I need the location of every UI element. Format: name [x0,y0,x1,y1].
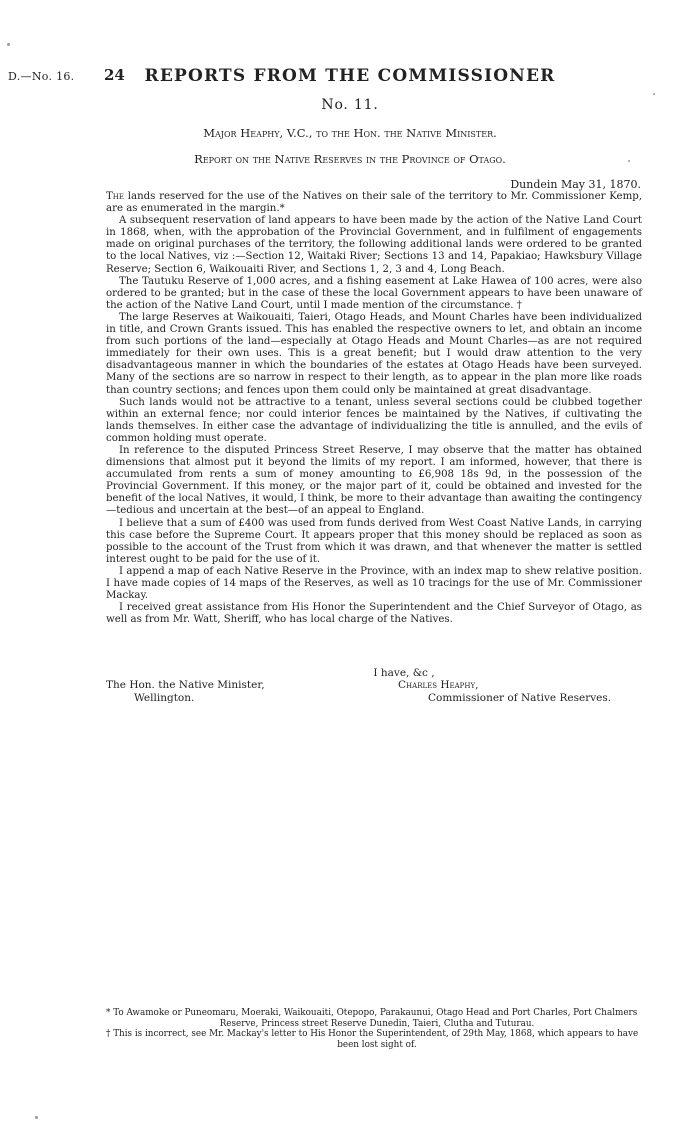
footnote: † This is incorrect, see Mr. Mackay's letter to His Honor the Superintendent, of 29th May, 1868, which appears to have [106,1029,639,1040]
paragraph: In reference to the disputed Princess Street Reserve, I may observe that the matter has obtained dimensions that almost put it beyond the limits of my report. I am informed, however, that there is accumulated from rents a sum of money amounting to £6,908 18s 9d, in the possession of the Provincial Government. If this money, or the major part of it, could be obtained and invested for the benefit of the local Natives, it would, I think, be more to their advantage than awaiting the contingency—tedious and uncertain at the best—of an appeal to England. [106,444,642,517]
closing-salutation: I have, &c , [373,667,435,679]
letter-from-to: Major Heaphy, V.C., to the Hon. the Native Minister. [203,126,497,140]
paragraph: I received great assistance from His Honor the Superintendent and the Chief Surveyor of Otago, as well as from Mr. Watt, Sheriff, who has local charge of the Natives. [106,602,642,626]
signer-name: Charles Heaphy, [398,679,479,692]
margin-mark [7,43,10,46]
addressee-place: Wellington. [134,691,195,704]
paragraph: I append a map of each Native Reserve in the Province, with an index map to shew relative position. I have made copies of 14 maps of the Reserves, as well as 10 tracings for the use of Mr. Commissioner Mackay. [106,565,642,602]
document-reference: D.—No. 16. [8,70,75,83]
paragraph: The lands reserved for the use of the Natives on their sale of the territory to Mr. Commissioner Kemp, are as enumerated in the margin.* [106,191,642,215]
paragraph: The large Reserves at Waikouaiti, Taieri, Otago Heads, and Mount Charles have been individualized in title, and Crown Grants issued. This has enabled the respective owners to let, and obtain an income from such portions of the land—especially at Otago Heads and Mount Charles—as are not required immediately for their own uses. This is a great benefit; but I would draw attention to the very disadvantageous manner in which the boundaries of the estates at Otago Heads have been surveyed. Many of the sections are so narrow in respect to their length, as to appear in the plan more like roads than country sections; and fences upon them could only be maintained at great disadvantage. [106,311,642,396]
footnote: * To Awamoke or Puneomaru, Moeraki, Waikouaiti, Otepopo, Parakaunui, Otago Head and Port Charles, Port Chalmers [106,1008,638,1018]
letter-body [106,191,642,626]
margin-mark [35,1116,38,1119]
document-number: No. 11. [321,97,379,113]
addressee: The Hon. the Native Minister, [106,679,265,692]
footnotes [106,1008,648,1050]
paragraph: I believe that a sum of £400 was used from funds derived from West Coast Native Lands, in carrying this case before the Supreme Court. It appears proper that this money should be replaced as soon as possible to the account of the Trust from which it was drawn, and that whenever the matter is settled interest ought to be paid for the use of it. [106,517,642,565]
report-subject: Report on the Native Reserves in the Province of Otago. [194,152,506,166]
paragraph: A subsequent reservation of land appears to have been made by the action of the Native Land Court in 1868, when, with the approbation of the Provincial Government, and in fulfilment of engagements made on original purchases of the territory, the following additional lands were ordered to be granted to the local Natives, viz :—Section 12, Waitaki River; Sections 13 and 14, Papakiao; Hawksbury Village Reserve; Section 6, Waikouaiti River, and Sections 1, 2, 3 and 4, Long Beach. [106,215,642,275]
letter-date: Dundein May 31, 1870. [510,178,641,191]
footnote-continuation: Reserve, Princess street Reserve Dunedin, Taieri, Clutha and Tuturau. [219,1018,535,1029]
paragraph: The Tautuku Reserve of 1,000 acres, and a fishing easement at Lake Hawea of 100 acres, were also ordered to be granted; but in the case of these the local Government appears to have been unaware of the action of the Native Land Court, until I made mention of the circumstance. † [106,275,642,311]
footnote-continuation: been lost sight of. [337,1039,417,1050]
running-title: REPORTS FROM THE COMMISSIONER [144,66,556,86]
letter-closing [106,667,642,704]
paragraph: Such lands would not be attractive to a tenant, unless several sections could be clubbed together within an external fence; nor could interior fences be maintained by the Natives, if cultivating the lands themselves. In either case the advantage of individualizing the title is annulled, and the evils of common holding must operate. [106,396,642,444]
margin-mark [653,93,655,95]
signer-title: Commissioner of Native Reserves. [428,691,612,704]
opening-word: The [106,191,125,202]
page-number: 24 [104,66,125,84]
